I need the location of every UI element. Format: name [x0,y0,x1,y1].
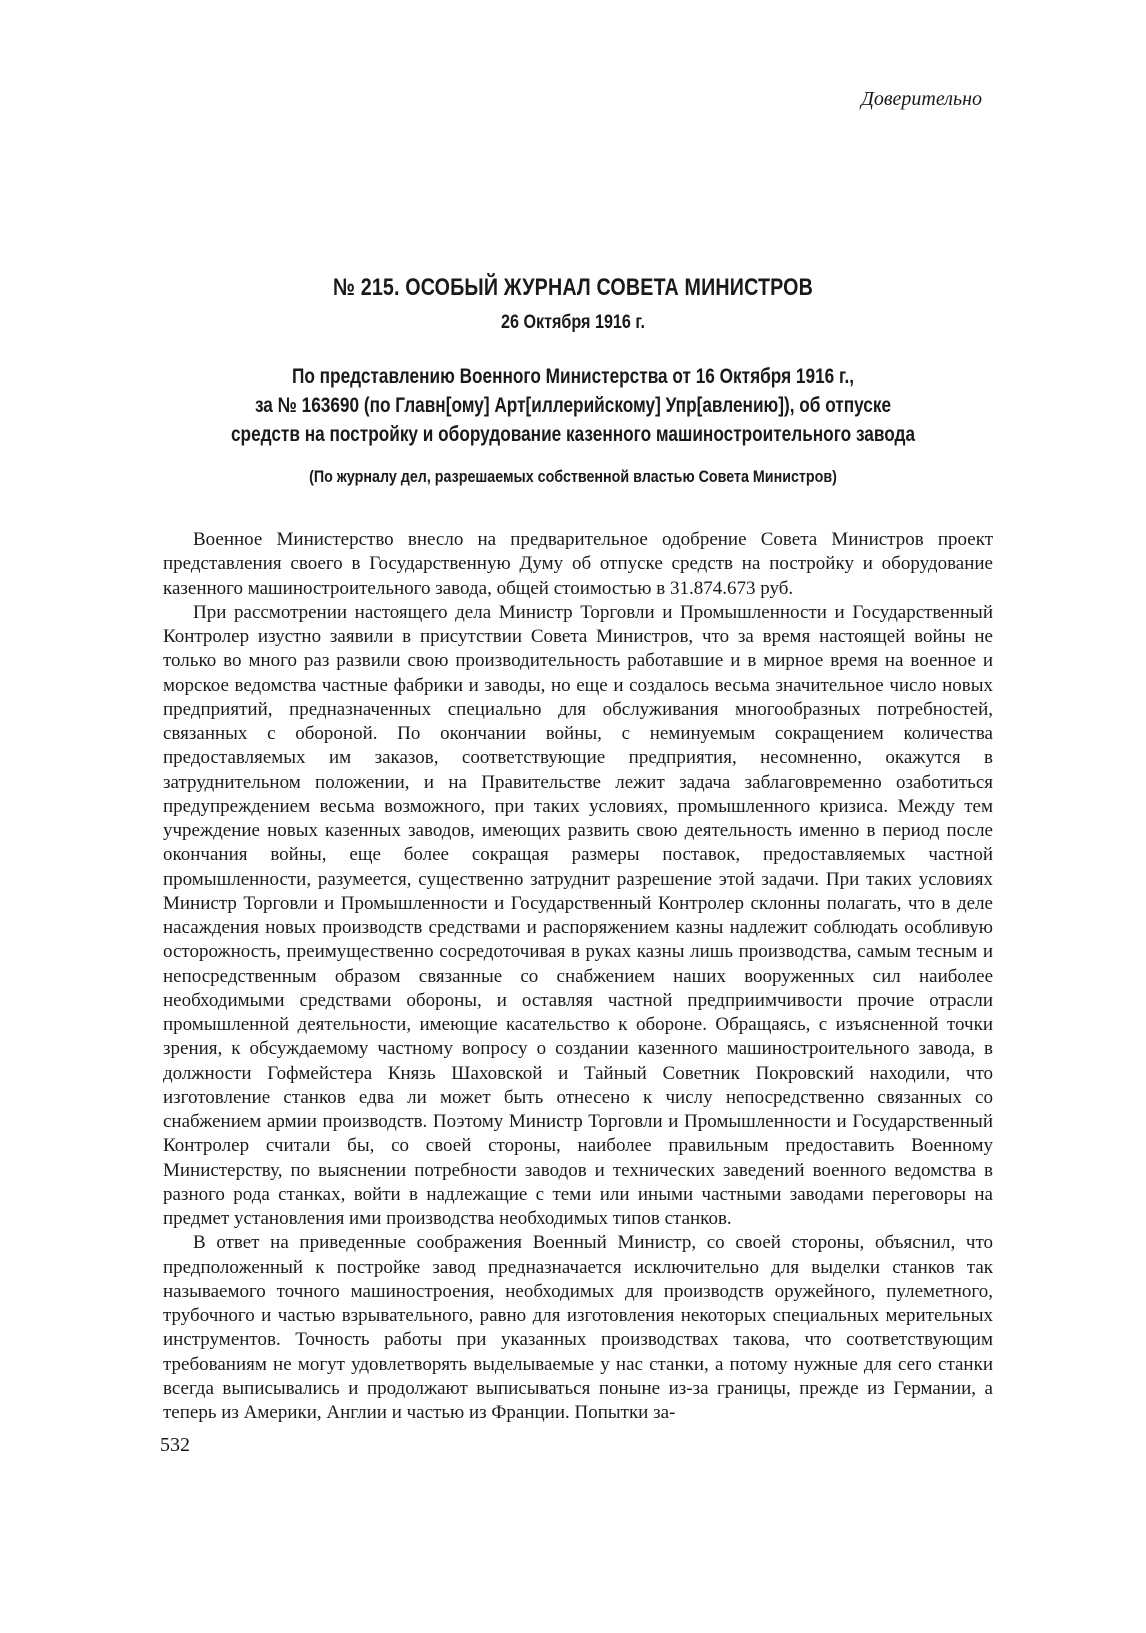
document-date: 26 Октября 1916 г. [501,312,645,333]
source-note: (По журналу дел, разрешаемых собственной властью Совета Министров) [309,467,837,486]
subject-line: По представлению Военного Министерства от 16 Октября 1916 г., [291,365,855,388]
document-subject [150,362,996,449]
body-paragraph: Военное Министерство внесло на предварительное одобрение Совета Министров проект представления своего в Государственную Думу об отпуске средств на постройку и оборудование казенного машиностроительного завода, общей стоимостью в 31.874.673 руб. [163,529,993,599]
document-title: № 215. ОСОБЫЙ ЖУРНАЛ СОВЕТА МИНИСТРОВ [332,274,814,301]
page-number: 532 [160,1434,190,1456]
body-paragraph: В ответ на приведенные соображения Военный Министр, со своей стороны, объяснил, что предположенный к постройке завод предназначается исключительно для выделки станков так называемого точного машиностроения, необходимых для производств оружейного, пулеметного, трубочного и частью взрывательного, равно для изготовления некоторых специальных мерительных инструментов. Точность работы при указанных производствах такова, что соответствующим требованиям не могут удовлетворять выделываемые у нас станки, а потому нужные для сего станки всегда выписывались и продолжают выписываться поныне из-за границы, прежде из Германии, а теперь из Америки, Англии и частью из Франции. Попытки за- [163,1232,993,1423]
body-paragraph: При рассмотрении настоящего дела Министр Торговли и Промышленности и Государственный Контролер изустно заявили в присутствии Совета Министров, что за время настоящей войны не только во много раз развили свою производительность работавшие и в мирное время на военное и морское ведомства частные фабрики и заводы, но еще и создалось весьма значительное число новых предприятий, предназначенных специально для обслуживания многообразных потребностей, связанных с обороной. По окончании войны, с неминуемым сокращением количества предоставляемых им заказов, соответствующие предприятия, несомненно, окажутся в затруднительном положении, и на Правительстве лежит задача заблаговременно озаботиться предупреждением весьма возможного, при таких условиях, промышленного кризиса. Между тем учреждение новых казенных заводов, имеющих развить свою деятельность именно в период после окончания войны, еще более сокращая размеры поставок, предоставляемых частной промышленности, разумеется, существенно затруднит разрешение этой задачи. При таких условиях Министр Торговли и Промышленности и Государственный Контролер склонны полагать, что в деле насаждения новых производств средствами и распоряжением казны надлежит соблюдать особливую осторожность, преимущественно сосредоточивая в руках казны лишь производства, самым тесным и непосредственным образом связанные со снабжением наших вооруженных сил наиболее необходимыми средствами обороны, и оставляя частной предприимчивости прочие отрасли промышленной деятельности, имеющие касательство к обороне. Обращаясь, с изъясненной точки зрения, к обсуждаемому частному вопросу о создании казенного машиностроительного завода, в должности Гофмейстера Князь Шаховской и Тайный Советник Покровский находили, что изготовление станков едва ли может быть отнесено к числу непосредственно связанных со снабжением армии производств. Поэтому Министр Торговли и Промышленности и Государственный Контролер считали бы, со своей стороны, наиболее правильным предоставить Военному Министерству, по выяснении потребности заводов и технических заведений военного ведомства в разного рода станках, войти в надлежащие с теми или иными частными заводами переговоры на предмет установления ими производства необходимых типов станков. [163,601,993,1229]
subject-line: средств на постройку и оборудование казенного машиностроительного завода [230,423,916,446]
confidential-mark: Доверительно [861,88,982,110]
document-body [163,528,993,1425]
document-header [150,274,996,487]
subject-line: за № 163690 (по Главн[ому] Арт[иллерийскому] Упр[авлению]), об отпуске [254,394,892,417]
